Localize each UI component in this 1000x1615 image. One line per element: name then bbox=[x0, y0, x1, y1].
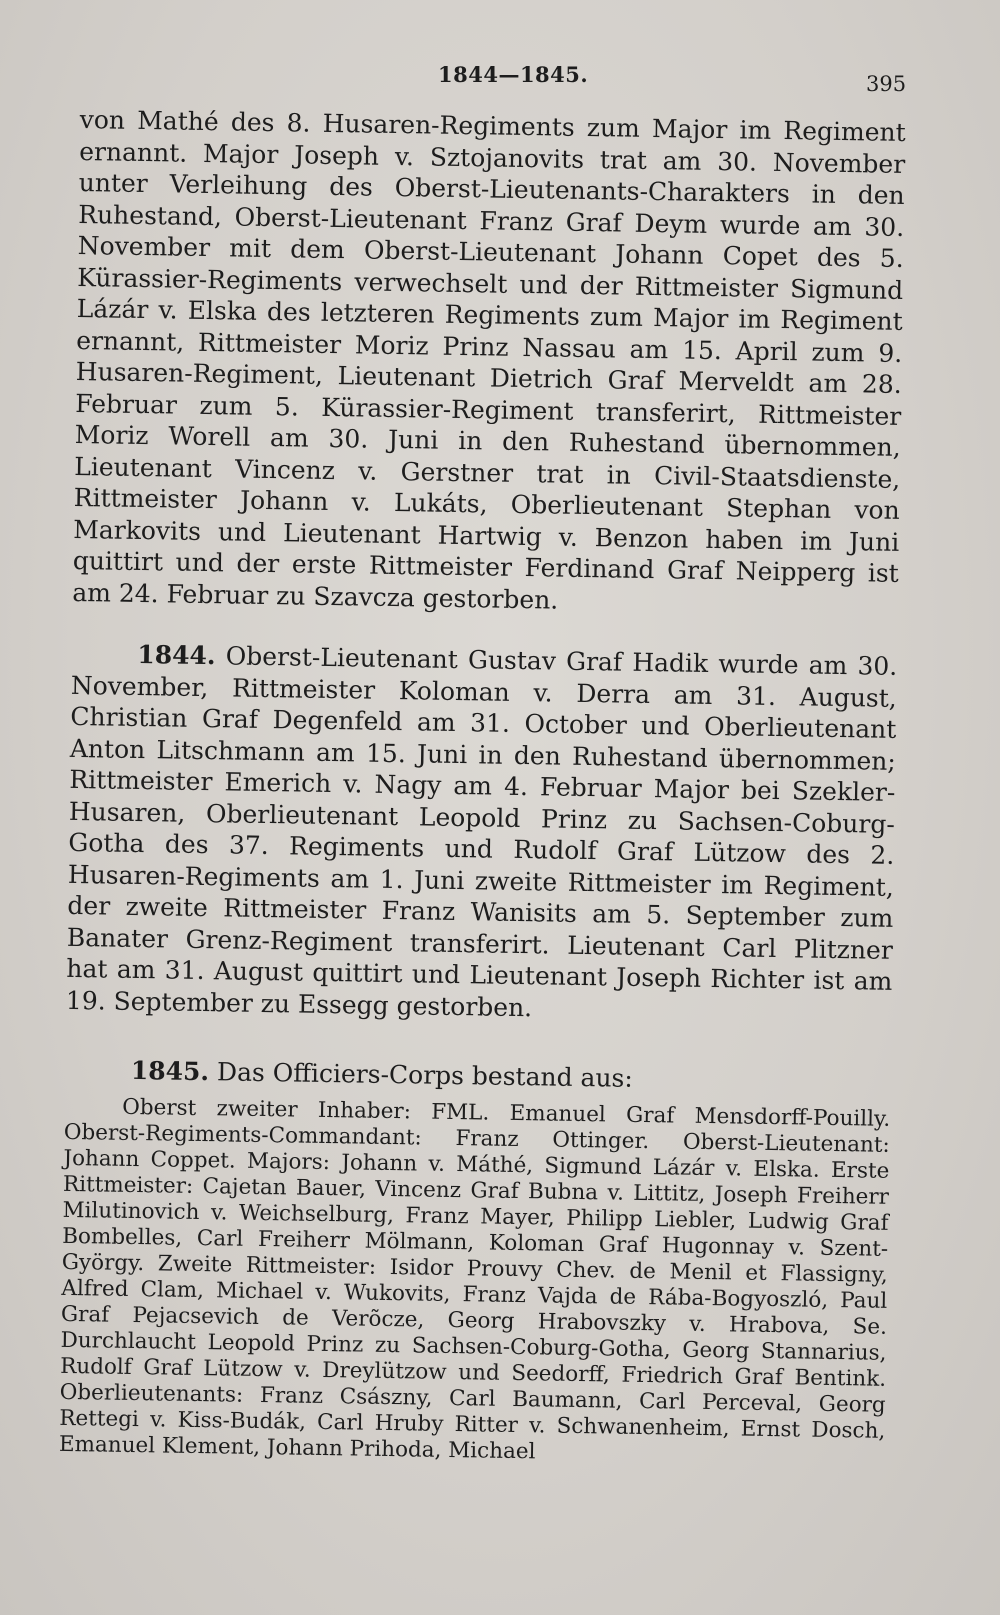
paragraph-1844-text: Oberst-Lieutenant Gustav Graf Hadik wurde am 30. November, Rittmeister Koloman v. Derra am 31. August, Christian Graf Degenfeld am 31. October und Oberlieutenant Anton Litschmann am 15. Juni in den Ruhestand übernommen; Rittmeister Emerich v. Nagy am 4. Februar Major bei Szekler-Husaren, Oberlieutenant Leopold Prinz zu Sachsen-Coburg-Gotha des 37. Regiments und Rudolf Graf Lützow des 2. Husaren-Regiments am 1. Juni zweite Rittmeister im Regiment, der zweite Rittmeister Franz Wanisits am 5. September zum Banater Grenz-Regiment transferirt. Lieutenant Carl Plitzner hat am 31. August quittirt und Lieutenant Joseph Richter ist am 19. September zu Essegg gestorben. bbox=[65, 641, 898, 1022]
officer-roster: Oberst zweiter Inhaber: FML. Emanuel Graf Mensdorff-Pouilly. Oberst-Regiments-Commandant: Franz Ottinger. Oberst-Lieutenant: Johann Coppet. Majors: Johann v. Máthé, Sigmund Lázár v. Elska. Erste Rittmeister: Cajetan Bauer, Vincenz Graf Bubna v. Littitz, Joseph Freiherr Milutinovich v. Weichselburg, Franz Mayer, Philipp Liebler, Ludwig Graf Bombelles, Carl Freiherr Mölmann, Koloman Graf Hugonnay v. Szent-György. Zweite Rittmeister: Isidor Prouvy Chev. de Menil et Flassigny, Alfred Clam, Michael v. Wukovits, Franz Vajda de Rába-Bogyoszló, Paul Graf Pejacsevich de Verõcze, Georg Hrabovszky v. Hrabova, Se. Durchlaucht Leopold Prinz zu Sachsen-Coburg-Gotha, Georg Stannarius, Rudolf Graf Lützow v. Dreylützow und Seedorff, Friedrich Graf Bentink. Oberlieutenants: Franz Császny, Carl Baumann, Carl Perceval, Georg Rettegi v. Kiss-Budák, Carl Hruby Ritter v. Schwanenheim, Ernst Dosch, Emanuel Klement, Johann Prihoda, Michael bbox=[58, 1094, 891, 1464]
paragraph-continuation: von Mathé des 8. Husaren-Regiments zum Major im Regiment ernannt. Major Joseph v. Sztojanovits trat am 30. November unter Verleihung des Oberst-Lieutenants-Charakters in den Ruhestand, Oberst-Lieutenant Franz Graf Deym wurde am 30. November mit dem Oberst-Lieutenant Johann Copet des 5. Kürassier-Regiments verwechselt und der Rittmeister Sigmund Lázár v. Elska des letzteren Regiments zum Major im Regiment ernannt, Rittmeister Moriz Prinz Nassau am 15. April zum 9. Husaren-Regiment, Lieutenant Dietrich Graf Merveldt am 28. Februar zum 5. Kürassier-Regiment transferirt, Rittmeister Moriz Worell am 30. Juni in den Ruhestand übernommen, Lieutenant Vincenz v. Gerstner trat in Civil-Staatsdienste, Rittmeister Johann v. Lukáts, Oberlieutenant Stephan von Markovits und Lieutenant Hartwig v. Benzon haben im Juni quittirt und der erste Rittmeister Ferdinand Graf Neipperg ist am 24. Februar zu Szavcza gestorben. bbox=[72, 104, 906, 615]
page-number: 395 bbox=[866, 72, 907, 96]
year-heading-1844: 1844. bbox=[137, 639, 216, 671]
running-head bbox=[0, 60, 1000, 96]
paragraph-1845-text: Das Officiers-Corps bestand aus: bbox=[208, 1057, 634, 1093]
body-text bbox=[59, 104, 906, 1470]
paragraph-1844 bbox=[66, 638, 898, 1029]
year-heading-1845: 1845. bbox=[130, 1055, 210, 1087]
running-title: 1844—1845. bbox=[438, 62, 589, 87]
paragraph-1845 bbox=[65, 1054, 891, 1098]
